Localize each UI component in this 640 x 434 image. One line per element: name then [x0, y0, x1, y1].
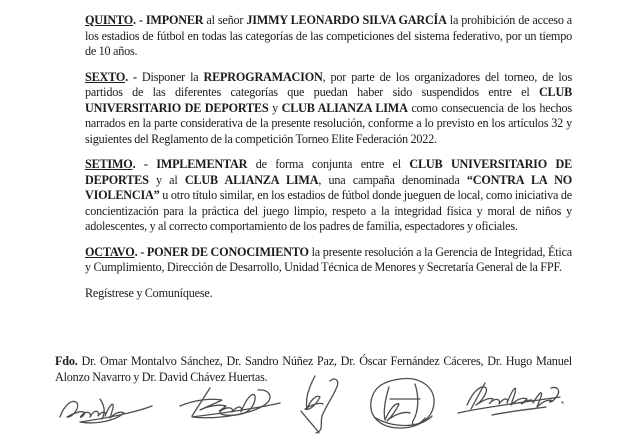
resolution-item-octavo: [85, 245, 572, 276]
text-segment: SEXTO: [85, 69, 126, 84]
text-segment: JIMMY LEONARDO SILVA GARCÍA: [246, 13, 447, 27]
document-body: [85, 13, 572, 301]
text-segment: . - IMPLEMENTAR: [132, 157, 248, 171]
text-segment: CLUB ALIANZA LIMA: [184, 172, 319, 187]
text-segment: CLUB UNIVERSITARIO DE DEPORTES: [85, 157, 572, 187]
text-segment: u otro título similar, en los estadios de fútbol donde jueguen de local, como iniciativa de concientización para la práctica del juego limpio, respeto a la integridad física y moral de niños y adolescentes, y al correcto comportamiento de los padres de familia, espectadores y oficiales.: [85, 188, 572, 233]
text-segment: “CONTRA LA NO VIOLENCIA”: [85, 172, 573, 202]
text-segment: , una campaña denominada: [318, 172, 467, 187]
text-segment: OCTAVO: [85, 244, 135, 259]
text-segment: Disponer la: [136, 69, 204, 84]
resolution-item-quinto: [85, 13, 572, 60]
signatories-line: [55, 354, 572, 385]
text-segment: CLUB UNIVERSITARIO DE DEPORTES: [85, 85, 572, 115]
text-segment: . -: [125, 69, 137, 84]
text-segment: QUINTO: [85, 13, 134, 27]
text-segment: SETIMO: [85, 157, 133, 171]
text-segment: y al: [148, 172, 185, 187]
signature-scribble-2: [176, 382, 288, 426]
signature-scribble-1: [56, 391, 168, 427]
text-segment: . - IMPONER: [133, 13, 204, 27]
text-segment: Dr. Omar Montalvo Sánchez, Dr. Sandro Núñez Paz, Dr. Óscar Fernández Cáceres, Dr. Hugo Manuel Alonzo Navarro y Dr. David Chávez Huertas.: [55, 354, 572, 384]
text-segment: de forma conjunta entre el: [247, 157, 410, 171]
text-segment: al señor: [203, 13, 247, 27]
text-segment: la prohibición de acceso a los estadios de fútbol en todas las categorías de las competiciones del sistema federativo, por un tiempo de 10 años.: [85, 13, 572, 58]
text-segment: y: [268, 100, 282, 115]
closing-formula: Regístrese y Comuníquese.: [85, 285, 213, 300]
text-segment: , por parte de los organizadores del torneo, de los partidos de las diferentes categorías que puedan haber sido suspendidos entre el: [85, 69, 572, 99]
text-segment: . - PONER DE CONOCIMIENTO: [134, 244, 309, 259]
text-segment: como consecuencia de los hechos narrados en la parte considerativa de la presente resolución, conforme a lo previsto en los artículos 32 y siguientes del Reglamento de la competición Torneo Elite Federación 2022.: [85, 100, 572, 146]
resolution-item-sexto: [85, 70, 572, 148]
text-segment: CLUB ALIANZA LIMA: [281, 100, 408, 115]
text-segment: REPROGRAMACION: [203, 69, 323, 84]
resolution-item-setimo: [85, 157, 572, 235]
text-segment: Fdo.: [55, 354, 78, 369]
text-segment: la presente resolución a la Gerencia de Integridad, Ética y Cumplimiento, Dirección de Desarrollo, Unidad Técnica de Menores y Secretaría General de la FPF.: [85, 244, 573, 274]
